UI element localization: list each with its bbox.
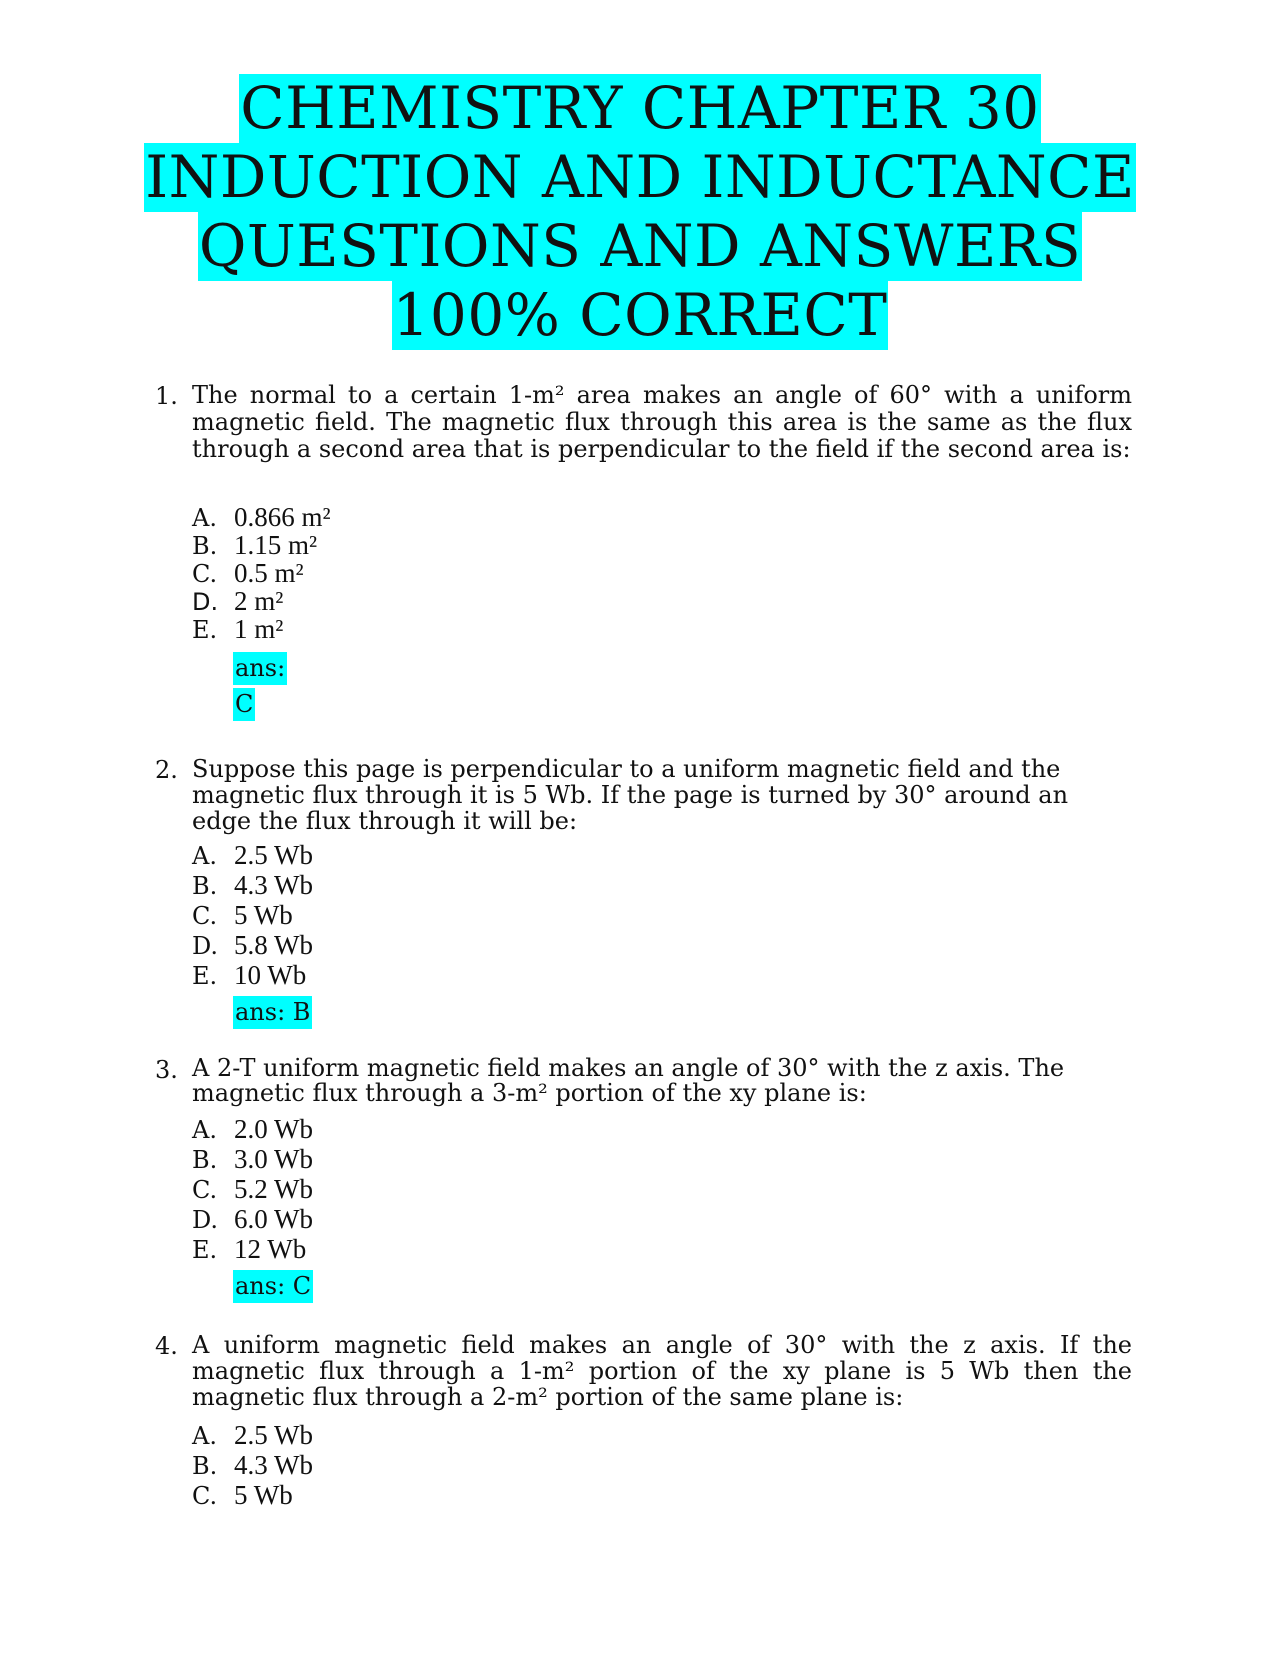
option-letter: A. bbox=[192, 1116, 217, 1144]
question-text: Suppose this page is perpendicular to a uniform magnetic field and the magnetic flux through it is 5 Wb. If the page is turned by 30° around an edge the flux through it will be: bbox=[192, 755, 1069, 835]
option-value: 2.5 Wb bbox=[234, 1420, 313, 1450]
question-text: A 2-T uniform magnetic field makes an angle of 30° with the z axis. The magnetic flux through a 3-m² portion of the xy plane is: bbox=[192, 1054, 1065, 1107]
option-letter: E. bbox=[192, 616, 218, 644]
option-letter: E. bbox=[192, 1236, 218, 1264]
option-letter: B. bbox=[192, 872, 218, 900]
option-value: 4.3 Wb bbox=[234, 870, 313, 900]
answer-option bbox=[192, 530, 317, 561]
option-letter: D. bbox=[192, 1206, 219, 1234]
option-value: 5 Wb bbox=[234, 900, 293, 930]
answer-option bbox=[192, 1234, 306, 1265]
answer-option bbox=[192, 558, 304, 589]
answer-option bbox=[192, 502, 331, 533]
answer-option bbox=[192, 840, 313, 871]
option-letter: D. bbox=[192, 588, 219, 616]
option-value: 3.0 Wb bbox=[234, 1144, 313, 1174]
option-letter: B. bbox=[192, 1452, 218, 1480]
option-value: 12 Wb bbox=[234, 1234, 307, 1264]
answer-option bbox=[192, 614, 283, 645]
option-letter: D. bbox=[192, 932, 219, 960]
question-number: 4. bbox=[155, 1332, 178, 1360]
answer-option bbox=[192, 1480, 293, 1511]
option-value: 6.0 Wb bbox=[234, 1204, 313, 1234]
question-text: The normal to a certain 1-m² area makes an angle of 60° with a uniform magnetic field. The magnetic flux through this area is the same as the flux through a second area that is perpendicular to the field if the second area is: bbox=[192, 381, 1132, 463]
option-letter: B. bbox=[192, 1146, 218, 1174]
option-value: 2 m² bbox=[234, 586, 284, 616]
option-value: 5 Wb bbox=[234, 1480, 293, 1510]
question-number: 2. bbox=[155, 756, 178, 784]
option-value: 1 m² bbox=[234, 614, 284, 644]
option-value: 0.5 m² bbox=[234, 558, 304, 588]
option-value: 5.2 Wb bbox=[234, 1174, 313, 1204]
option-value: 4.3 Wb bbox=[234, 1450, 313, 1480]
title-line: CHEMISTRY CHAPTER 30 bbox=[240, 74, 1040, 142]
title-line: 100% CORRECT bbox=[392, 281, 888, 349]
answer-option bbox=[192, 960, 306, 991]
question-number: 1. bbox=[155, 382, 178, 410]
answer-option bbox=[192, 586, 283, 617]
answer-option bbox=[192, 870, 313, 901]
answer-value: C bbox=[233, 688, 255, 721]
option-value: 0.866 m² bbox=[234, 502, 331, 532]
option-letter: A. bbox=[192, 504, 217, 532]
option-value: 2.0 Wb bbox=[234, 1114, 313, 1144]
option-letter: C. bbox=[192, 560, 218, 588]
answer-option bbox=[192, 1450, 313, 1481]
option-value: 2.5 Wb bbox=[234, 840, 313, 870]
option-letter: C. bbox=[192, 1176, 218, 1204]
answer-option bbox=[192, 1144, 313, 1175]
title-line: INDUCTION AND INDUCTANCE bbox=[145, 143, 1135, 211]
answer-option bbox=[192, 1174, 313, 1205]
option-letter: A. bbox=[192, 842, 217, 870]
document-title bbox=[0, 74, 1280, 350]
question-number: 3. bbox=[155, 1056, 178, 1084]
answer-option bbox=[192, 900, 293, 931]
option-letter: B. bbox=[192, 532, 218, 560]
question-text: A uniform magnetic field makes an angle of 30° with the z axis. If the magnetic flux through a 1-m² portion of the xy plane is 5 Wb then the magnetic flux through a 2-m² portion of the same plane is: bbox=[192, 1331, 1132, 1411]
option-letter: C. bbox=[192, 902, 218, 930]
title-line: QUESTIONS AND ANSWERS bbox=[198, 212, 1082, 280]
answer-option bbox=[192, 1114, 313, 1145]
option-value: 10 Wb bbox=[234, 960, 307, 990]
answer-label: ans: bbox=[233, 652, 287, 685]
answer-value: ans: C bbox=[233, 1270, 313, 1303]
answer-option bbox=[192, 1420, 313, 1451]
option-letter: C. bbox=[192, 1482, 218, 1510]
answer-option bbox=[192, 1204, 313, 1235]
option-letter: A. bbox=[192, 1422, 217, 1450]
answer-option bbox=[192, 930, 313, 961]
answer-value: ans: B bbox=[233, 996, 312, 1029]
option-value: 1.15 m² bbox=[234, 530, 318, 560]
option-value: 5.8 Wb bbox=[234, 930, 313, 960]
option-letter: E. bbox=[192, 962, 218, 990]
